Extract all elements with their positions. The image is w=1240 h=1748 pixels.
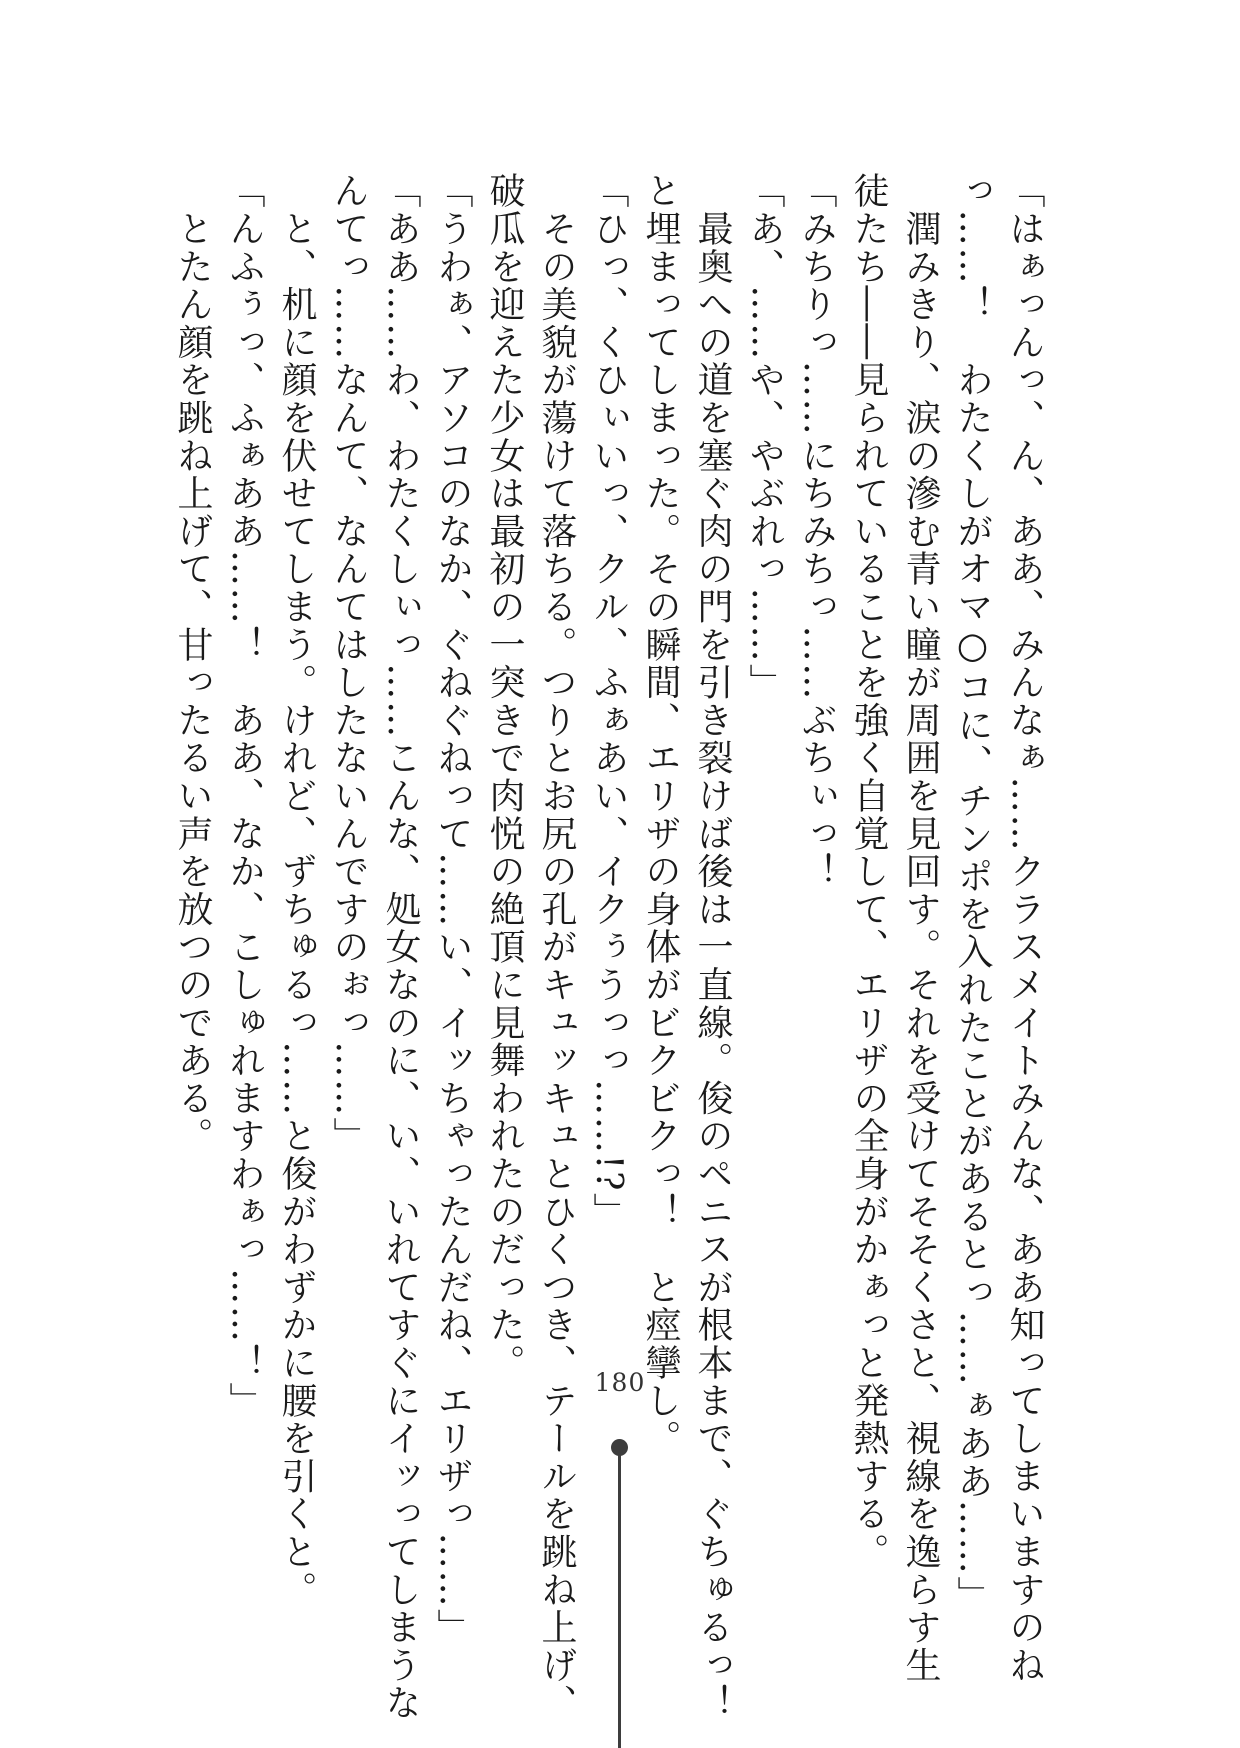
text-line: その美貌が蕩けて落ちる。つりとお尻の孔がキュッキュとひくつき、テールを跳ね上げ、	[536, 172, 577, 1722]
text-line: 「はぁっんっ、ん、ああ、みんなぁ……クラスメイトみんな、ああ知ってしまいますのね	[1004, 172, 1045, 1684]
text-line: 「ああ……わ、わたくしぃっ……こんな、処女なのに、い、いれてすぐにイッってしまうな	[380, 172, 421, 1722]
text-line: と埋まってしまった。その瞬間、エリザの身体がビクビクっ！ と痙攣し。	[640, 172, 681, 1458]
text-line: 「ひっ、くひぃいっ、クル、ふぁあい、イクぅうっっ……!?」	[588, 172, 629, 1230]
text-line: 「うわぁ、アソコのなか、ぐねぐねって……い、イッちゃったんだね、エリザっ……」	[432, 172, 473, 1647]
text-line: 徒たち――見られていることを強く自覚して、エリザの全身がかぁっと発熱する。	[848, 172, 889, 1571]
text-line: と、机に顔を伏せてしまう。けれど、ずちゅるっ……と俊がわずかに腰を引くと。	[276, 172, 317, 1609]
text-line: 「みちりっ……にちみちっ……ぶちぃっ！	[796, 172, 837, 891]
text-line: んてっ……なんて、なんてはしたないんですのぉっ……」	[328, 172, 369, 1155]
text-line: 最奥への道を塞ぐ肉の門を引き裂けば後は一直線。俊のペニスが根本まで、ぐちゅるっ！	[692, 172, 733, 1722]
page-number: 180	[594, 1368, 646, 1397]
footer-line-ornament	[618, 1452, 621, 1748]
text-line: 破瓜を迎えた少女は最初の一突きで肉悦の絶頂に見舞われたのだった。	[484, 172, 525, 1382]
text-line: 「あ、……や、やぶれっ……」	[744, 172, 785, 702]
text-line: 「んふぅっ、ふぁああ……！ ああ、なか、こしゅれますわぁっ……！」	[224, 172, 265, 1420]
text-line: っ……！ わたくしがオマ○コに、チンポを入れたことがあるとっ……ぁああ……」	[952, 172, 993, 1614]
text-line: とたん顔を跳ね上げて、甘ったるい声を放つのである。	[172, 172, 213, 1155]
text-line: 潤みきり、涙の滲む青い瞳が周囲を見回す。それを受けてそそくさと、視線を逸らす生	[900, 172, 941, 1684]
